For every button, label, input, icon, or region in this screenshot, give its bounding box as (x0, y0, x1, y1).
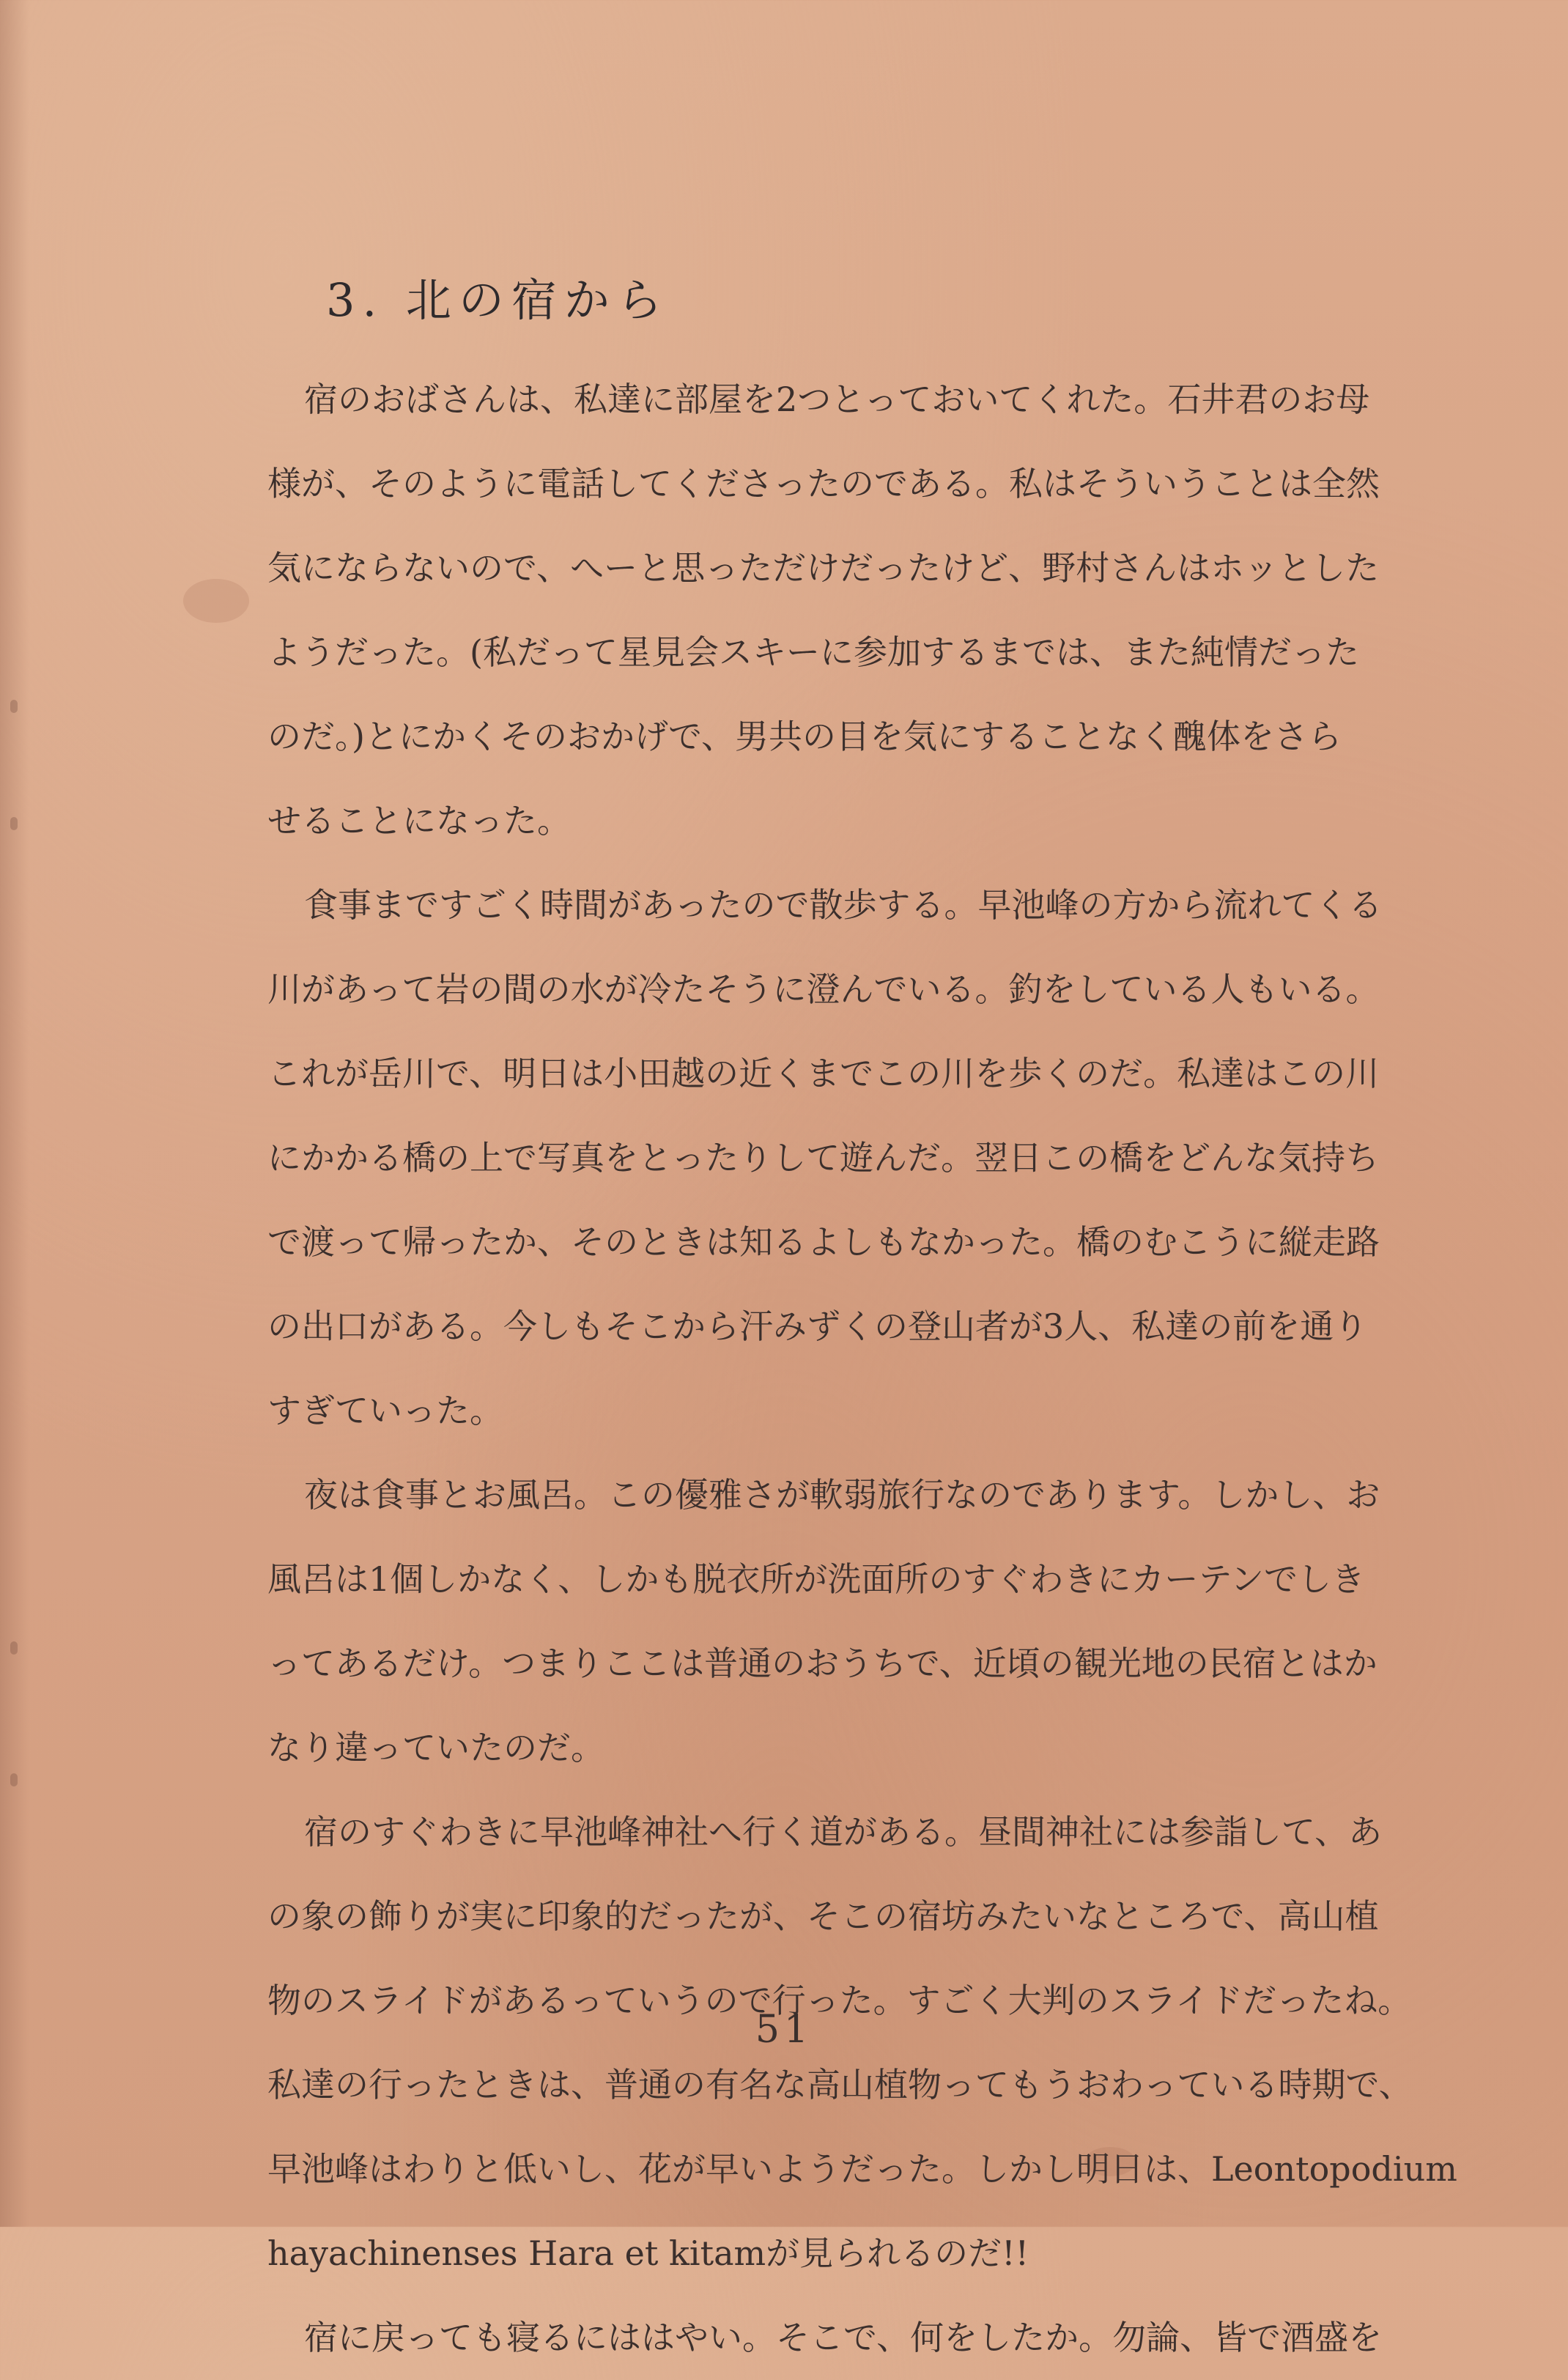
text-line: 気にならないので、へーと思っただけだったけど、野村さんはホッとした (267, 548, 1380, 588)
text-line: 私達の行ったときは、普通の有名な高山植物ってもうおわっている時期で、 (267, 2065, 1413, 2104)
section-heading: 3. 北の宿から (326, 273, 670, 327)
body-text (267, 358, 1457, 2380)
text-line: hayachinenses Hara et kitamが見られるのだ!! (267, 2233, 1029, 2273)
text-line: ってあるだけ。つまりここは普通のおうちで、近頃の観光地の民宿とはか (267, 1644, 1377, 1683)
text-line: 宿のおばさんは、私達に部屋を2つとっておいてくれた。石井君のお母 (304, 380, 1370, 419)
text-line: で渡って帰ったか、そのときは知るよしもなかった。橋のむこうに縦走路 (267, 1222, 1380, 1262)
text-line: 様が、そのように電話してくださったのである。私はそういうことは全然 (267, 464, 1380, 503)
binding-hole-mark (10, 1641, 18, 1655)
paragraph (267, 358, 1440, 863)
page-edge-shadow (0, 0, 29, 2227)
text-line: 早池峰はわりと低いし、花が早いようだった。しかし明日は、Leontopodium (267, 2149, 1457, 2189)
binding-hole-mark (10, 817, 18, 830)
page-number: 51 (755, 2008, 813, 2052)
binding-hole-mark (10, 1773, 18, 1786)
binding-hole-mark (10, 700, 18, 713)
text-line: のだ。)とにかくそのおかげで、男共の目を気にすることなく醜体をさら (267, 717, 1342, 756)
text-line: 川があって岩の間の水が冷たそうに澄んでいる。釣をしている人もいる。 (267, 969, 1380, 1009)
text-line: 物のスライドがあるっていうので行った。すごく大判のスライドだったね。 (267, 1981, 1412, 2020)
text-line: にかかる橋の上で写真をとったりして遊んだ。翌日この橋をどんな気持ち (267, 1138, 1380, 1178)
text-line: 食事まですごく時間があったので散歩する。早池峰の方から流れてくる (304, 885, 1383, 925)
paragraph (267, 1453, 1440, 1790)
text-line: 風呂は1個しかなく、しかも脱衣所が洗面所のすぐわきにカーテンでしき (267, 1559, 1366, 1599)
text-line: 宿のすぐわきに早池峰神社へ行く道がある。昼間神社には参詣して、あ (304, 1812, 1383, 1852)
text-line: 宿に戻っても寝るにははやい。そこで、何をしたか。勿論、皆で酒盛を (304, 2318, 1383, 2357)
text-line: 夜は食事とお風呂。この優雅さが軟弱旅行なのであります。しかし、お (304, 1475, 1380, 1515)
paragraph (267, 2296, 1440, 2380)
text-line: すぎていった。 (267, 1391, 503, 1430)
text-line: これが岳川で、明日は小田越の近くまでこの川を歩くのだ。私達はこの川 (267, 1054, 1380, 1093)
paragraph (267, 863, 1440, 1453)
text-line: の象の飾りが実に印象的だったが、そこの宿坊みたいなところで、高山植 (267, 1896, 1379, 1936)
text-line: の出口がある。今しもそこから汗みずくの登山者が3人、私達の前を通り (267, 1307, 1368, 1346)
text-line: せることになった。 (267, 801, 571, 840)
text-line: ようだった。(私だって星見会スキーに参加するまでは、また純情だった (267, 632, 1359, 672)
text-line: なり違っていたのだ。 (267, 1728, 604, 1767)
